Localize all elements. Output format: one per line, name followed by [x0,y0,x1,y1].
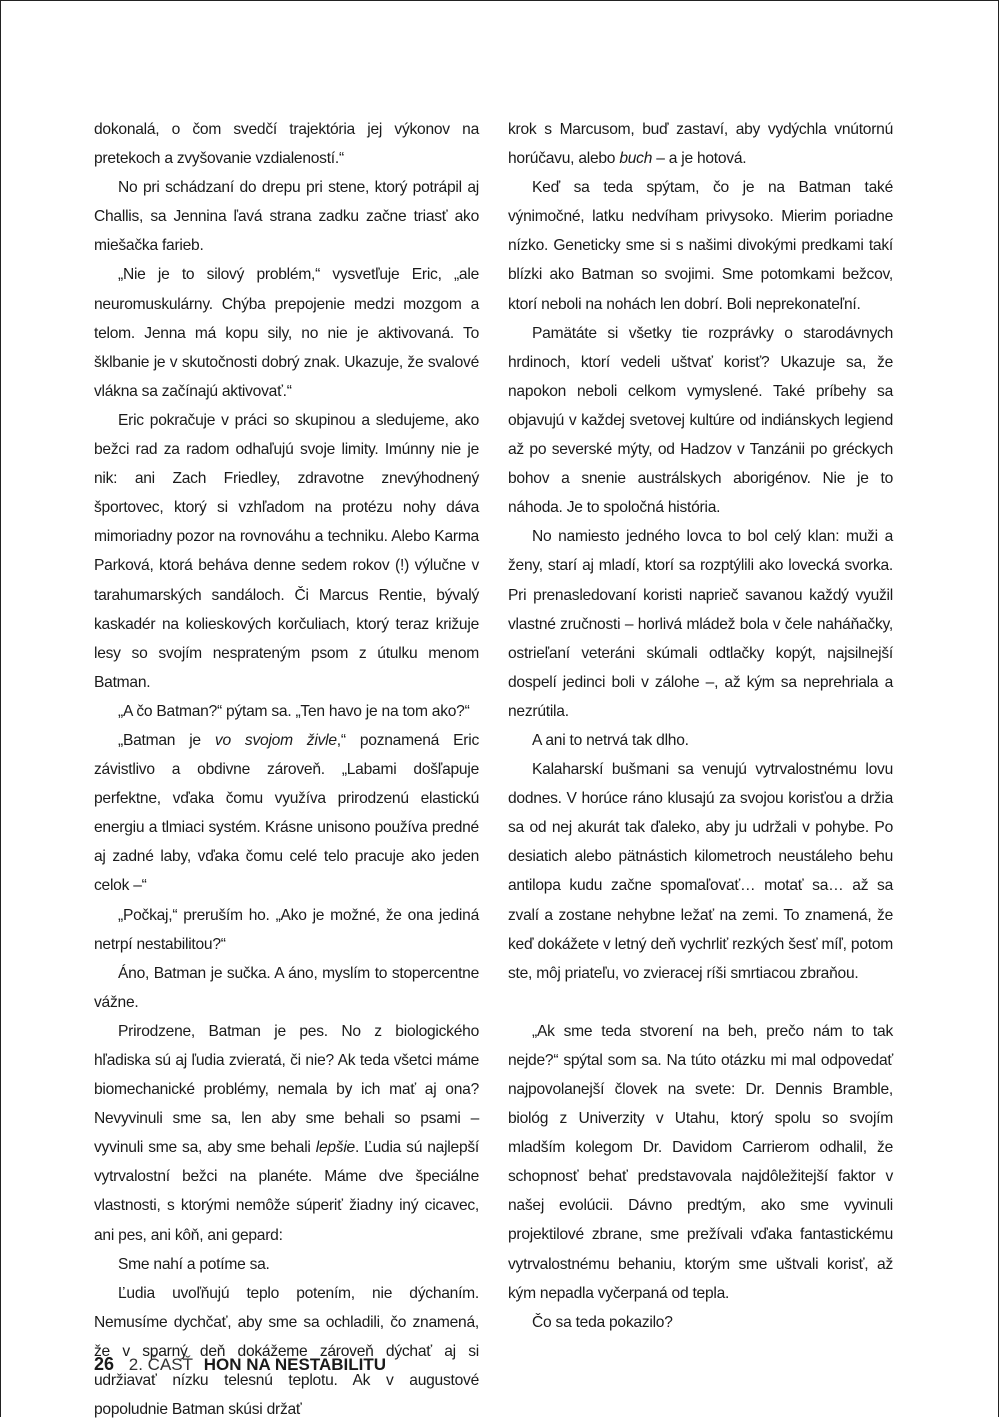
paragraph: Ľudia uvoľňujú teplo potením, nie dýchaním. Nemusíme dychčať, aby sme sa ochladili, čo znamená, že v sparný deň dokážeme zároveň dýchať aj si udržiavať nízku telesnú teplotu. Ak v augustové popoludnie Batman skúsi držať [94,1284,479,1419]
paragraph [94,726,479,901]
paragraph: „Počkaj,“ preruším ho. „Ako je možné, že ona jediná netrpí nestabilitou?“ [94,906,479,953]
text-run: Prirodzene, Batman je pes. No z biologického hľadiska sú aj ľudia zvieratá, či nie? Ak teda všetci máme biomechanické problémy, nemala by ich mať aj ona? Nevyvinuli sme sa, len aby sme behali so psami – vyvinuli sme sa, aby sme behali [94,1022,479,1157]
italic-phrase: lepšie [315,1139,355,1157]
page-number: 26 [94,1354,115,1374]
left-text-column [94,115,479,1424]
text-run: „Batman je [118,731,215,749]
chapter-title: HON NA NESTABILITU [203,1355,387,1374]
paragraph: No pri schádzaní do drepu pri stene, ktorý potrápil aj Challis, sa Jennina ľavá strana zadku začne triasť ako miešačka farieb. [94,179,479,255]
text-run: . Ľudia sú najlepší vytrvalostní bežci na planéte. Máme dve špeciálne vlastnosti, s ktorými nemôže súperiť žiadny iný cicavec, ani pes, ani kôň, ani gepard: [94,1139,479,1244]
paragraph: „Ak sme teda stvorení na beh, prečo nám to tak nejde?“ spýtal som sa. Na túto otázku mi mal odpovedať najpovolanejší človek na svete: Dr. Dennis Bramble, biológ z Univerzity v Utahu, ktorý spolu so svojím mladším kolegom Dr. Davidom Carrierom odhalil, že schopnosť behať predstavovala najdôležitejší faktor v našej evolúcii. Dávno predtým, ako sme vyvinuli projektilové zbrane, sme prežívali vďaka fantastickému vytrvalostnému behaniu, ktorým sme uštvali korisť, až kým nepadla vyčerpaná od tepla. [508,1022,893,1302]
right-text-column [508,115,893,1337]
page-footer [94,1352,386,1377]
text-run: ,“ poznamená Eric závistlivo a obdivne zároveň. „Labami došľapuje perfektne, vďaka čomu využíva prirodzenú elastickú energiu a tlmiaci systém. Krásne unisono používa predné aj zadné laby, vďaka čomu celé telo pracuje ako jeden celok –“ [94,731,479,895]
paragraph: „Nie je to silový problém,“ vysvetľuje Eric, „ale neuromuskulárny. Chýba prepojenie medzi mozgom a telom. Jenna má kopu sily, no nie je aktivovaná. To šklbanie je v skutočnosti dobrý znak. Ukazuje, že svalové vlákna sa začínajú aktivovať.“ [94,266,479,400]
paragraph: No namiesto jedného lovca to bol celý klan: muži a ženy, starí aj mladí, ktorí sa rozptýlili ako lovecká svorka. Pri prenasledovaní koristi naprieč savanou každý využil vlastné zručnosti – horlivá mládež bola v čele naháňačky, ostrieľaní veteráni skúmali odtlačky kopýt, najsilnejší dospelí jedinci boli v zálohe –, až kým sa neprehriala a nezrútila. [508,528,893,720]
paragraph: A ani to netrvá tak dlho. [532,731,689,749]
paragraph [508,115,893,173]
italic-phrase: buch [619,150,653,168]
paragraph: „A čo Batman?“ pýtam sa. „Ten havo je na tom ako?“ [118,702,470,720]
italic-phrase: vo svojom živle [214,731,337,749]
paragraph: dokonalá, o čom svedčí trajektória jej výkonov na pretekoch a zvyšovanie vzdialeností.“ [94,121,479,168]
paragraph: Eric pokračuje v práci so skupinou a sledujeme, ako bežci rad za radom odhaľujú svoje limity. Imúnny nie je nik: ani Zach Friedley, zdravotne znevýhodnený športovec, ktorý si vzhľadom na protézu nohy dáva mimoriadny pozor na rovnováhu a techniku. Alebo Karma Parková, ktorá beháva denne sedem rokov (!) výlučne v tarahumarských sandáloch. Či Marcus Rentie, bývalý kaskadér na kolieskových korčuliach, ktorý teraz križuje lesy so svojím nesprateným psom z útulku menom Batman. [94,411,479,691]
paragraph: Sme nahí a potíme sa. [118,1255,270,1273]
paragraph: Áno, Batman je sučka. A áno, myslím to stopercentne vážne. [94,964,479,1011]
paragraph: Keď sa teda spýtam, čo je na Batman také výnimočné, latku nedvíham privysoko. Mierim poriadne nízko. Geneticky sme si s našimi divokými predkami takí blízki ako Batman so svojimi. Sme potomkami bežcov, ktorí neboli na nohách len dobrí. Boli neprekonateľní. [508,179,893,313]
part-label: 2. ČASŤ [128,1355,194,1374]
text-run: krok s Marcusom, buď zastaví, aby vydýchla vnútornú horúčavu, alebo [508,121,893,168]
paragraph: Pamätáte si všetky tie rozprávky o starodávnych hrdinoch, ktorí vedeli uštvať korisť? Ukazuje sa, že napokon neboli celkom vymyslené. Také príbehy sa objavujú v každej svetovej kultúre od indiánskych legiend až po severské mýty, od Hadzov v Tanzánii po gréckych bohov a snenie austrálskych aborigénov. Nie je to náhoda. Je to spoločná história. [508,324,893,517]
paragraph [94,1017,479,1250]
paragraph: Čo sa teda pokazilo? [532,1313,673,1331]
text-run: – a je hotová. [652,150,747,168]
paragraph: Kalaharskí bušmani sa venujú vytrvalostnému lovu dodnes. V horúce ráno klusajú za svojou korisťou a držia sa od nej akurát tak ďaleko, aby ju udržali v pohybe. Po desiatich alebo pätnástich kilometroch neustáleho behu antilopa kudu začne spomaľovať… motať sa… až sa zvalí a zostane nehybne ležať na zemi. To znamená, že keď dokážete v letný deň vychrliť rezkých šesť míľ, potom ste, môj priateľu, vo zvieracej ríši smrtiacou zbraňou. [508,761,893,982]
